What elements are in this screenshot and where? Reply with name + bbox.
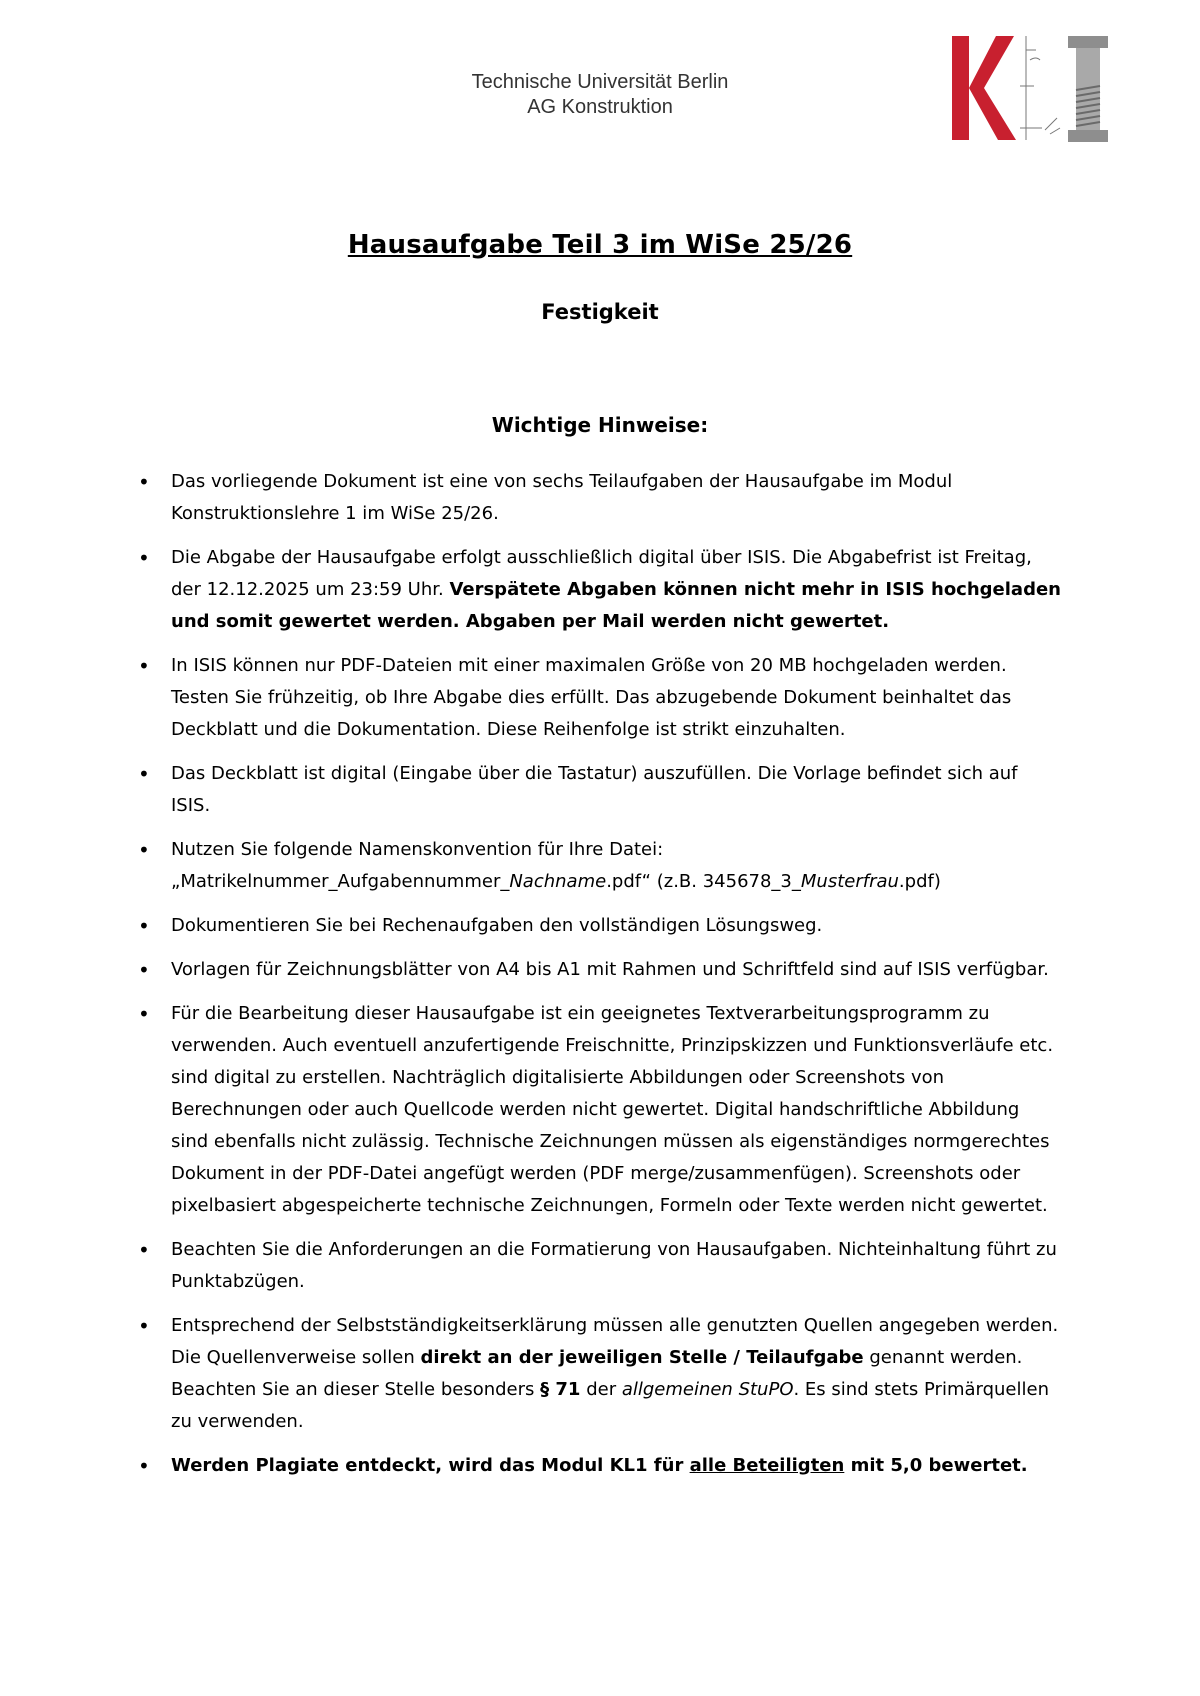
list-item-text: Das vorliegende Dokument ist eine von sechs Teilaufgaben der Hausaufgabe im Modul Konstruktionslehre 1 im WiSe 25/26. — [171, 471, 953, 524]
list-item-text: direkt an der jeweiligen Stelle / Teilaufgabe — [420, 1347, 864, 1368]
list-item-text: Werden Plagiate entdeckt, wird das Modul KL1 für — [171, 1455, 690, 1476]
list-item-text: Dokumentieren Sie bei Rechenaufgaben den vollständigen Lösungsweg. — [171, 915, 823, 936]
list-item — [0, 542, 1061, 638]
list-item-text: alle Beteiligten — [689, 1455, 845, 1476]
list-item-text: Die Abgabe der Hausaufgabe erfolgt ausschließlich digital über ISIS. Die Abgabefrist ist Freitag, der 12.12.2025 um 23:59 Uhr. — [171, 547, 1032, 600]
list-item-text: .pdf) — [898, 871, 941, 892]
list-item — [0, 910, 1061, 942]
list-item-text: . Es sind stets Primärquellen zu verwenden. — [171, 1379, 1049, 1432]
list-item — [0, 1450, 1061, 1482]
list-item — [0, 466, 1061, 530]
kl1-logo — [950, 30, 1120, 146]
department-name: AG Konstruktion — [527, 96, 673, 118]
list-item-text: allgemeinen StuPO — [621, 1379, 794, 1400]
list-item-text: „Matrikelnummer_Aufgabennummer_ — [171, 871, 510, 892]
logo-sketch — [1020, 36, 1060, 140]
list-item-text: der — [580, 1379, 622, 1400]
list-item — [0, 1234, 1061, 1298]
list-item — [0, 1310, 1061, 1438]
notes-heading: Wichtige Hinweise: — [491, 413, 709, 437]
kl1-logo-graphic — [950, 30, 1120, 146]
list-item — [0, 954, 1061, 986]
list-item-text: Verspätete Abgaben können nicht mehr in ISIS hochgeladen und somit gewertet werden. Abgaben per Mail werden nicht gewertet. — [171, 579, 1061, 632]
list-item-text: Musterfrau — [800, 871, 899, 892]
list-item-text: Das Deckblatt ist digital (Eingabe über die Tastatur) auszufüllen. Die Vorlage befindet sich auf ISIS. — [171, 763, 1018, 816]
list-item-text: In ISIS können nur PDF-Dateien mit einer maximalen Größe von 20 MB hochgeladen werden. Testen Sie frühzeitig, ob Ihre Abgabe dies erfüllt. Das abzugebende Dokument beinhaltet das Deckblatt und die Dokumentation. Diese Reihenfolge ist strikt einzuhalten. — [171, 655, 1012, 740]
list-item-text: § 71 — [540, 1379, 581, 1400]
list-item-text: Nutzen Sie folgende Namenskonvention für Ihre Datei: — [171, 839, 664, 860]
list-item-text: Beachten Sie die Anforderungen an die Formatierung von Hausaufgaben. Nichteinhaltung führt zu Punktabzügen. — [171, 1239, 1057, 1292]
list-item-text: genannt werden. Beachten Sie an dieser Stelle besonders — [171, 1347, 1023, 1400]
document-title: Hausaufgabe Teil 3 im WiSe 25/26 — [347, 230, 853, 260]
university-name: Technische Universität Berlin — [471, 71, 729, 93]
list-item-text: Für die Bearbeitung dieser Hausaufgabe ist ein geeignetes Textverarbeitungsprogramm zu verwenden. Auch eventuell anzufertigende Freischnitte, Prinzipskizzen und Funktionsverläufe etc. sind digital zu erstellen. Nachträglich digitalisierte Abbildungen oder Screenshots von Berechnungen oder auch Quellcode werden nicht gewertet. Digital handschriftliche Abbildung sind ebenfalls nicht zulässig. Technische Zeichnungen müssen als eigenständiges normgerechtes Dokument in der PDF-Datei angefügt werden (PDF merge/zusammenfügen). Screenshots oder pixelbasiert abgespeicherte technische Zeichnungen, Formeln oder Texte werden nicht gewertet. — [171, 1003, 1054, 1216]
notes-list — [0, 466, 1200, 1494]
list-item-text: mit 5,0 bewertet. — [844, 1455, 1028, 1476]
list-item — [0, 758, 1061, 822]
list-item-text: Vorlagen für Zeichnungsblätter von A4 bis A1 mit Rahmen und Schriftfeld sind auf ISIS verfügbar. — [171, 959, 1049, 980]
logo-letter-k — [952, 36, 1016, 140]
document-subtitle: Festigkeit — [541, 300, 659, 324]
list-item — [0, 998, 1061, 1222]
list-item-text: Entsprechend der Selbstständigkeitserklärung müssen alle genutzten Quellen angegeben werden. Die Quellenverweise sollen — [171, 1315, 1059, 1368]
list-item — [0, 834, 1061, 898]
list-item-text: .pdf“ (z.B. 345678_3_ — [606, 871, 801, 892]
list-item-text: Nachname — [509, 871, 607, 892]
page-header — [380, 70, 820, 120]
list-item — [0, 650, 1061, 746]
bolt-icon — [1068, 36, 1108, 142]
